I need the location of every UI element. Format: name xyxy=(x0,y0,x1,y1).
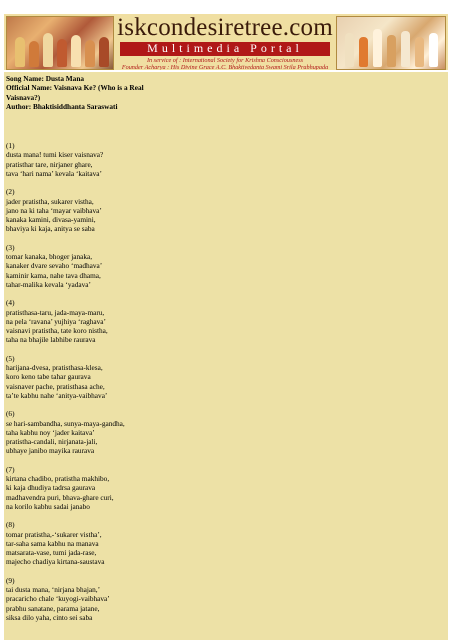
verse-number: (6) xyxy=(6,409,15,419)
verse-line: pratisthasa-taru, jada-maya-maru, xyxy=(6,307,105,317)
verse-line: kaminir kama, nahe tava dhama, xyxy=(6,270,101,280)
verse-line: na korilo kabhu sadai janabo xyxy=(6,501,90,511)
verse-number: (5) xyxy=(6,353,15,363)
verse-line: vaisnavi pratistha, tate koro nistha, xyxy=(6,326,108,335)
verse-line: kanaker dvare sevaho ‘madhava’ xyxy=(6,261,103,271)
verse-number: (9) xyxy=(6,575,15,585)
verse-spacer xyxy=(6,178,125,187)
verse-line: bhaviya ki kaja, anitya se saba xyxy=(6,224,95,234)
verse-line: tahar-malika kevala ‘yadava’ xyxy=(6,279,91,289)
verse-spacer xyxy=(6,234,125,243)
banner-image-left xyxy=(6,16,114,70)
verse-line: taha na bhajile labhibe raurava xyxy=(6,335,96,345)
verse-line: prabhu sanatane, parama jatane, xyxy=(6,603,100,613)
verse-spacer xyxy=(6,622,125,631)
site-banner[interactable] xyxy=(4,14,448,70)
banner-figure xyxy=(71,35,81,67)
verse-line: jader pratistha, sukarer vistha, xyxy=(6,196,94,206)
banner-figure xyxy=(387,35,396,67)
verse-line: siksa dilo yaha, cinto sei saba xyxy=(6,612,93,622)
verse xyxy=(6,409,125,465)
verse-line: na pela ‘ravana’ yujhiya ‘raghava’ xyxy=(6,316,106,326)
verse-line: vaisnaver pache, pratisthasa ache, xyxy=(6,381,105,391)
verse-spacer xyxy=(6,456,125,465)
banner-figure xyxy=(15,37,25,67)
verse-line: tai dusta mana, ‘nirjana bhajan,’ xyxy=(6,585,101,594)
verse-line: pracaricho chale ‘kuyogi-vaibhava’ xyxy=(6,594,110,604)
verse xyxy=(6,141,125,187)
verse xyxy=(6,465,125,521)
verse-line: pratistha-candali, nirjanata-jali, xyxy=(6,437,98,446)
banner-figure xyxy=(373,29,382,67)
verse xyxy=(6,187,125,243)
verse-number: (2) xyxy=(6,187,15,197)
verse-line: dusta mana! tumi kiser vaisnava? xyxy=(6,150,104,160)
verse-line: tomar pratistha,-‘sukarer vistha’, xyxy=(6,529,102,539)
verse-line: tava ‘hari nama’ kevala ‘kaitava’ xyxy=(6,168,102,178)
banner-figure xyxy=(99,37,109,67)
verse-line: harijana-dvesa, pratisthasa-klesa, xyxy=(6,363,103,372)
banner-figure xyxy=(29,41,39,67)
song-header xyxy=(6,74,144,112)
verse-line: madhavendra puri, bhava-ghare curi, xyxy=(6,492,114,502)
lyrics-content xyxy=(4,72,448,640)
verses xyxy=(6,141,125,631)
verse xyxy=(6,298,125,354)
site-title: iskcondesiretree.com xyxy=(117,14,333,41)
banner-figure xyxy=(415,37,424,67)
verse-line: pratisthar tare, nirjaner ghare, xyxy=(6,159,93,169)
verse-line: ta’te kabhu nahe ‘anitya-vaibhava’ xyxy=(6,390,108,400)
banner-image-right xyxy=(336,16,446,70)
banner-figure xyxy=(85,40,95,67)
verse-spacer xyxy=(6,289,125,298)
verse-spacer xyxy=(6,400,125,409)
verse-line: tomar kanaka, bhoger janaka, xyxy=(6,252,93,261)
verse-number: (4) xyxy=(6,298,15,308)
verse-line: jano na ki taha ‘mayar vaibhava’ xyxy=(6,205,102,215)
verse-line: tar-saha sama kabhu na manava xyxy=(6,538,99,548)
banner-figure xyxy=(401,31,410,67)
verse-spacer xyxy=(6,345,125,354)
banner-text xyxy=(116,14,334,70)
verse-number: (7) xyxy=(6,464,15,474)
verse-number: (8) xyxy=(6,520,15,530)
verse-line: taha kabhu noy ‘jader kaitava’ xyxy=(6,427,95,437)
official-name-line-1: Official Name: Vaisnava Ke? (Who is a Real xyxy=(6,83,144,93)
banner-figure xyxy=(43,33,53,67)
verse xyxy=(6,576,125,632)
banner-figure xyxy=(359,37,368,67)
song-name: Song Name: Dusta Mana xyxy=(6,74,85,83)
verse xyxy=(6,243,125,299)
verse-line: majecho chadiya kirtana-saustava xyxy=(6,557,105,567)
author: Author: Bhaktisiddhanta Saraswati xyxy=(6,102,118,112)
official-name-line-2: Vaisnava?) xyxy=(6,92,41,102)
verse-line: ki kaja dhudiya tadrsa gaurava xyxy=(6,483,96,493)
verse-number: (1) xyxy=(6,141,15,150)
banner-figure xyxy=(345,33,354,67)
verse-spacer xyxy=(6,511,125,520)
verse-line: se hari-sambandha, sunya-maya-gandha, xyxy=(6,418,125,428)
verse-number: (3) xyxy=(6,242,15,252)
verse xyxy=(6,520,125,576)
verse-line: kirtana chadibo, pratistha makhibo, xyxy=(6,474,110,483)
banner-founder-line: Founder Acharya : His Divine Grace A.C. Bhaktivedanta Swami Srila Prabhupada xyxy=(121,64,329,70)
verse-spacer xyxy=(6,567,125,576)
verse xyxy=(6,354,125,410)
verse-line: ubhaye janibo mayika raurava xyxy=(6,446,95,456)
banner-figure xyxy=(429,33,438,67)
verse-line: koro keno tabe tahar gaurava xyxy=(6,372,91,382)
verse-line: matsarata-vase, tumi jada-rase, xyxy=(6,548,97,557)
site-subtitle: Multimedia Portal xyxy=(120,42,330,56)
banner-service-line: In service of : International Society for Krishna Consciousness xyxy=(146,57,304,64)
verse-line: kanaka kamini, divasa-yamini, xyxy=(6,215,96,224)
banner-figure xyxy=(57,39,67,67)
